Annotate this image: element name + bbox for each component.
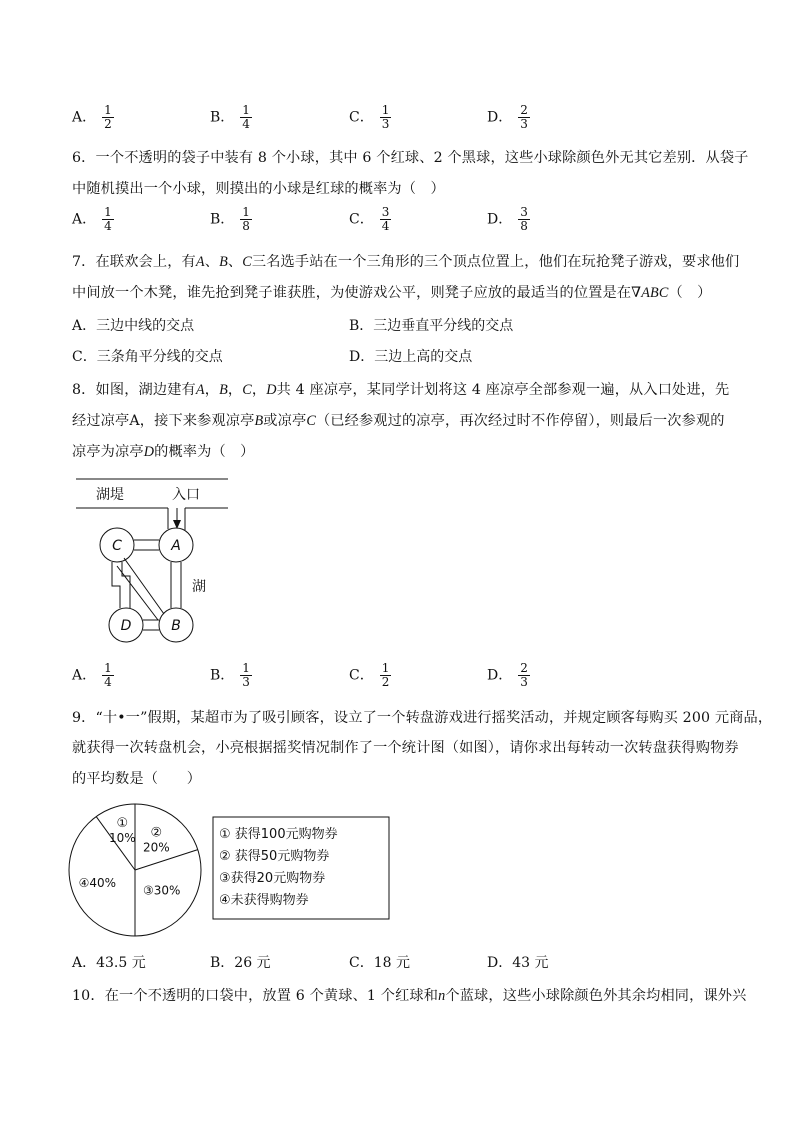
path-cd-right xyxy=(122,562,130,608)
q8-text-line2: 经过凉亭A，接下来参观凉亭B或凉亭C（已经参观过的凉亭，再次经过时不作停留），则最后一次参观的 xyxy=(72,413,725,429)
pie-slice-marker: ② xyxy=(150,825,163,841)
q7-option-b[interactable]: B．三边垂直平分线的交点 xyxy=(349,318,514,334)
pie-legend-item: ② 获得50元购物券 xyxy=(219,849,330,864)
pie-legend-item: ④未获得购物券 xyxy=(219,893,309,908)
fraction: $\frac{3}{4}$ xyxy=(381,205,390,233)
pie-slice-percent: 20% xyxy=(143,840,170,855)
fraction: $\frac{1}{4}$ xyxy=(104,661,112,689)
q7-option-d[interactable]: D．三边上高的交点 xyxy=(349,349,473,365)
q7-text-line1: 7．在联欢会上，有A、B、C三名选手站在一个三角形的三个顶点位置上，他们在玩抢凳子游戏，要求他们 xyxy=(72,254,740,270)
fraction: $\frac{1}{4}$ xyxy=(242,103,250,131)
q6-option-a[interactable]: A． $\frac{1}{4}$ xyxy=(72,205,112,233)
fraction: $\frac{1}{8}$ xyxy=(242,205,250,233)
q10-text-line1: 10．在一个不透明的口袋中，放置 6 个黄球、1 个红球和n个蓝球，这些小球除颜色外其余均相同，课外兴 xyxy=(72,988,747,1004)
q5-option-d[interactable]: D． $\frac{2}{3}$ xyxy=(487,103,528,131)
q6-option-b[interactable]: B． $\frac{1}{8}$ xyxy=(210,205,250,233)
q6-option-c[interactable]: C． $\frac{3}{4}$ xyxy=(349,205,390,233)
prize-pie-chart xyxy=(68,800,398,940)
fraction: $\frac{2}{3}$ xyxy=(520,661,528,689)
entrance-label: 入口 xyxy=(172,487,200,503)
q8-option-d[interactable]: D． $\frac{2}{3}$ xyxy=(487,661,528,689)
q9-option-a[interactable]: A．43.5 元 xyxy=(72,955,146,971)
fraction: $\frac{1}{4}$ xyxy=(104,205,112,233)
pie-slice-3 xyxy=(143,883,180,897)
q5-option-b[interactable]: B． $\frac{1}{4}$ xyxy=(210,103,250,131)
q8-option-c[interactable]: C． $\frac{1}{2}$ xyxy=(349,661,390,689)
q6-text-line2: 中随机摸出一个小球，则摸出的小球是红球的概率为（ ） xyxy=(72,181,445,197)
pie-slice-percent: ③30% xyxy=(142,883,181,898)
pavilion-c-label: C xyxy=(112,538,122,554)
q9-option-b[interactable]: B．26 元 xyxy=(210,955,271,971)
fraction: $\frac{1}{2}$ xyxy=(104,103,112,131)
pie-legend-item: ③获得20元购物券 xyxy=(219,871,326,886)
q9-option-d[interactable]: D．43 元 xyxy=(487,955,549,971)
lake-pavilion-figure xyxy=(72,474,242,654)
pie-slice-marker: ① xyxy=(116,816,129,832)
q7-option-c[interactable]: C．三条角平分线的交点 xyxy=(72,349,223,365)
q5-option-a[interactable]: A． $\frac{1}{2}$ xyxy=(72,103,112,131)
pie-legend-item: ① 获得100元购物券 xyxy=(219,827,338,842)
q8-option-a[interactable]: A． $\frac{1}{4}$ xyxy=(72,661,112,689)
q9-text-line1: 9．“十•一”假期，某超市为了吸引顾客，设立了一个转盘游戏进行摇奖活动，并规定顾客每购买 200 元商品， xyxy=(72,710,773,726)
q6-option-d[interactable]: D． $\frac{3}{8}$ xyxy=(487,205,528,233)
q9-text-line3: 的平均数是（ ） xyxy=(72,771,202,787)
q5-option-c[interactable]: C． $\frac{1}{3}$ xyxy=(349,103,390,131)
shore-label: 湖堤 xyxy=(96,487,124,503)
pie-slice-percent: ④40% xyxy=(78,876,117,891)
q7-text-line2: 中间放一个木凳，谁先抢到凳子谁获胜，为使游戏公平，则凳子应放的最适当的位置是在∇ABC（ ） xyxy=(72,285,712,301)
q7-option-a[interactable]: A．三边中线的交点 xyxy=(72,318,195,334)
fraction: $\frac{1}{3}$ xyxy=(242,661,250,689)
pavilion-b-label: B xyxy=(171,618,181,634)
fraction: $\frac{1}{3}$ xyxy=(381,103,390,131)
q9-text-line2: 就获得一次转盘机会，小亮根据摇奖情况制作了一个统计图（如图），请你求出每转动一次转盘获得购物券 xyxy=(72,740,739,756)
fraction: $\frac{2}{3}$ xyxy=(520,103,528,131)
pie-slice-4 xyxy=(79,876,116,890)
pavilion-d-label: D xyxy=(120,618,132,634)
pie-slice-percent: 10% xyxy=(109,831,136,846)
q9-option-c[interactable]: C．18 元 xyxy=(349,955,410,971)
q8-text-line3: 凉亭为凉亭D的概率为（ ） xyxy=(72,444,255,460)
q6-text-line1: 6．一个不透明的袋子中装有 8 个小球，其中 6 个红球、2 个黑球，这些小球除颜色外无其它差别．从袋子 xyxy=(72,150,749,166)
pie-slices xyxy=(69,804,201,936)
fraction: $\frac{1}{2}$ xyxy=(381,661,390,689)
q8-option-b[interactable]: B． $\frac{1}{3}$ xyxy=(210,661,250,689)
q8-text-line1: 8．如图，湖边建有A，B，C，D共 4 座凉亭，某同学计划将这 4 座凉亭全部参观一遍，从入口处进，先 xyxy=(72,382,730,398)
pavilion-a-label: A xyxy=(171,538,181,554)
lake-label: 湖 xyxy=(192,579,206,595)
fraction: $\frac{3}{8}$ xyxy=(520,205,528,233)
